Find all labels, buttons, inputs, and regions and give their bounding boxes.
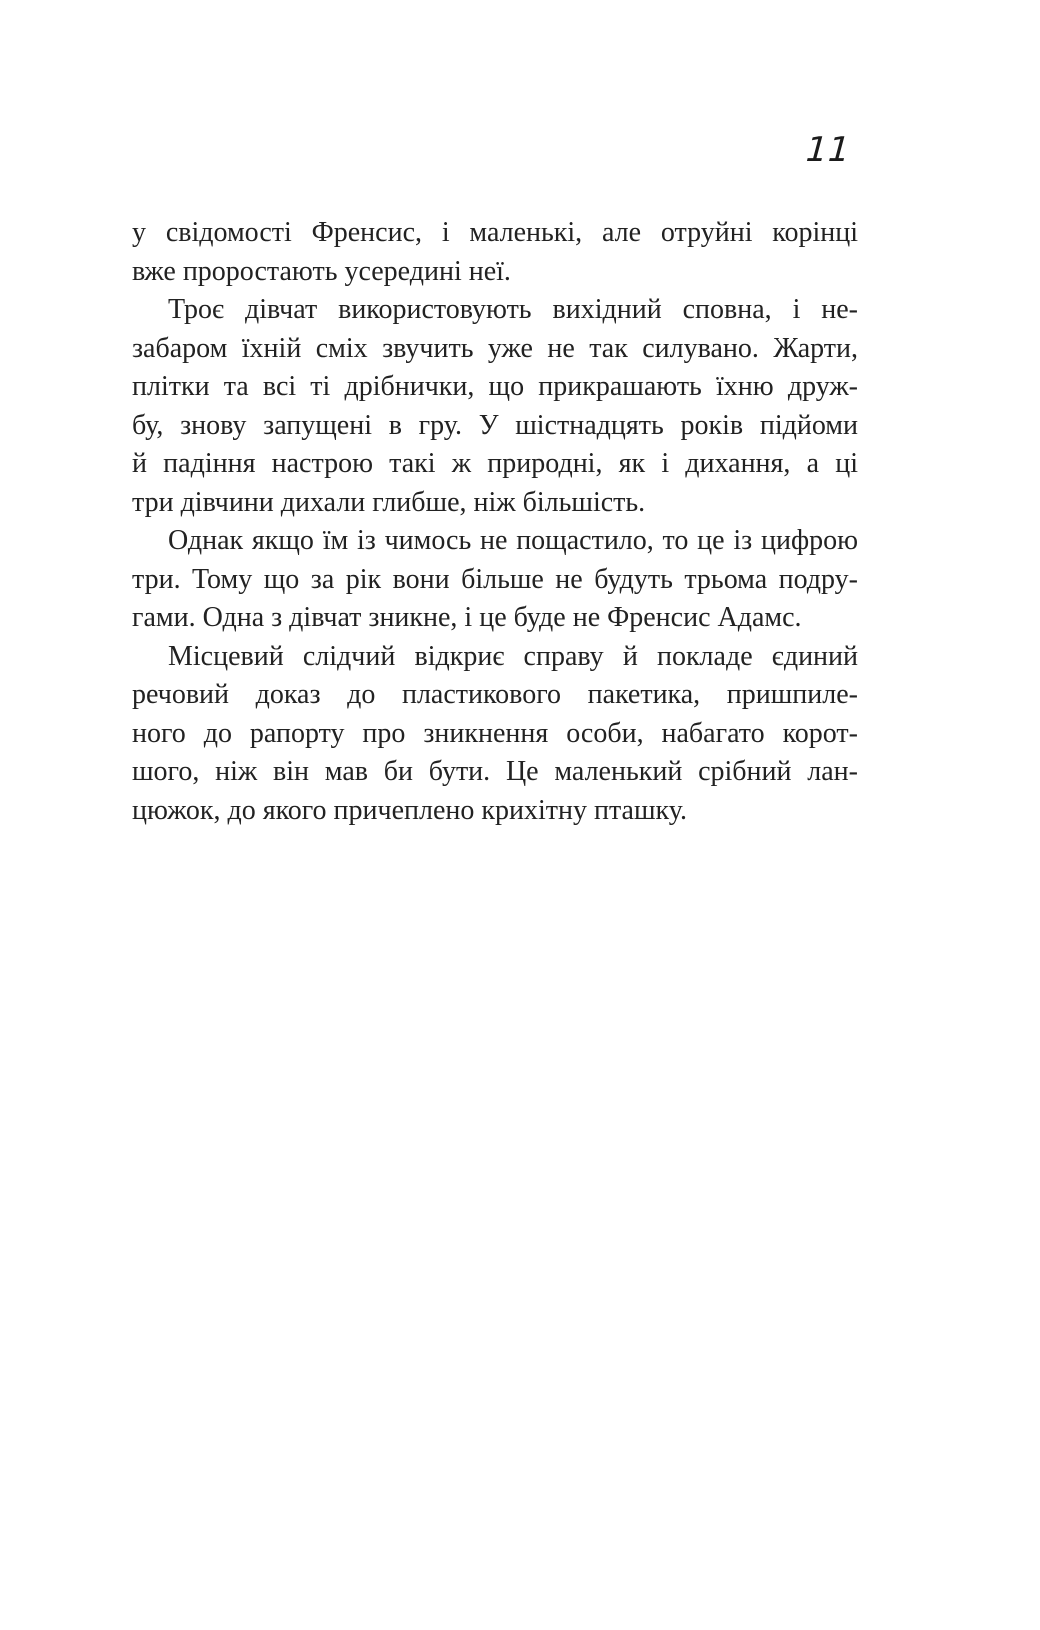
text-line: у свідомості Френсис, і маленькі, але отруйні корінці [132,217,858,248]
text-line: речовий доказ до пластикового пакетика, пришпиле- [132,679,858,710]
text-line: Місцевий слідчий відкриє справу й покладе єдиний [168,640,858,672]
text-line: забаром їхній сміх звучить уже не так силувано. Жарти, [132,332,858,364]
paragraph [132,522,858,638]
page-number: 11 [804,130,852,170]
text-line: цюжок, до якого причеплено крихітну пташку. [132,794,687,826]
text-line: гами. Одна з дівчат зникне, і це буде не Френсис Адамс. [132,602,802,633]
text-line: три дівчини дихали глибше, ніж більшість. [132,486,646,518]
text-line: шого, ніж він мав би бути. Це маленький срібний лан- [132,756,858,787]
text-line: Троє дівчат використовують вихідний сповна, і не- [168,294,858,325]
paragraph [132,638,858,831]
text-line: плітки та всі ті дрібнички, що прикрашають їхню друж- [132,371,858,402]
text-line: три. Тому що за рік вони більше не будуть трьома подру- [132,563,858,595]
page-text [132,214,858,830]
text-line: й падіння настрою такі ж природні, як і дихання, а ці [132,448,858,479]
text-line: бу, знову запущені в гру. У шістнадцять років підйоми [132,409,858,441]
paragraph [132,291,858,522]
text-line: вже проростають усередині неї. [132,255,511,287]
paragraph [132,214,858,291]
text-line: ного до рапорту про зникнення особи, набагато корот- [132,717,858,749]
text-line: Однак якщо їм із чимось не пощастило, то це із цифрою [168,525,858,556]
